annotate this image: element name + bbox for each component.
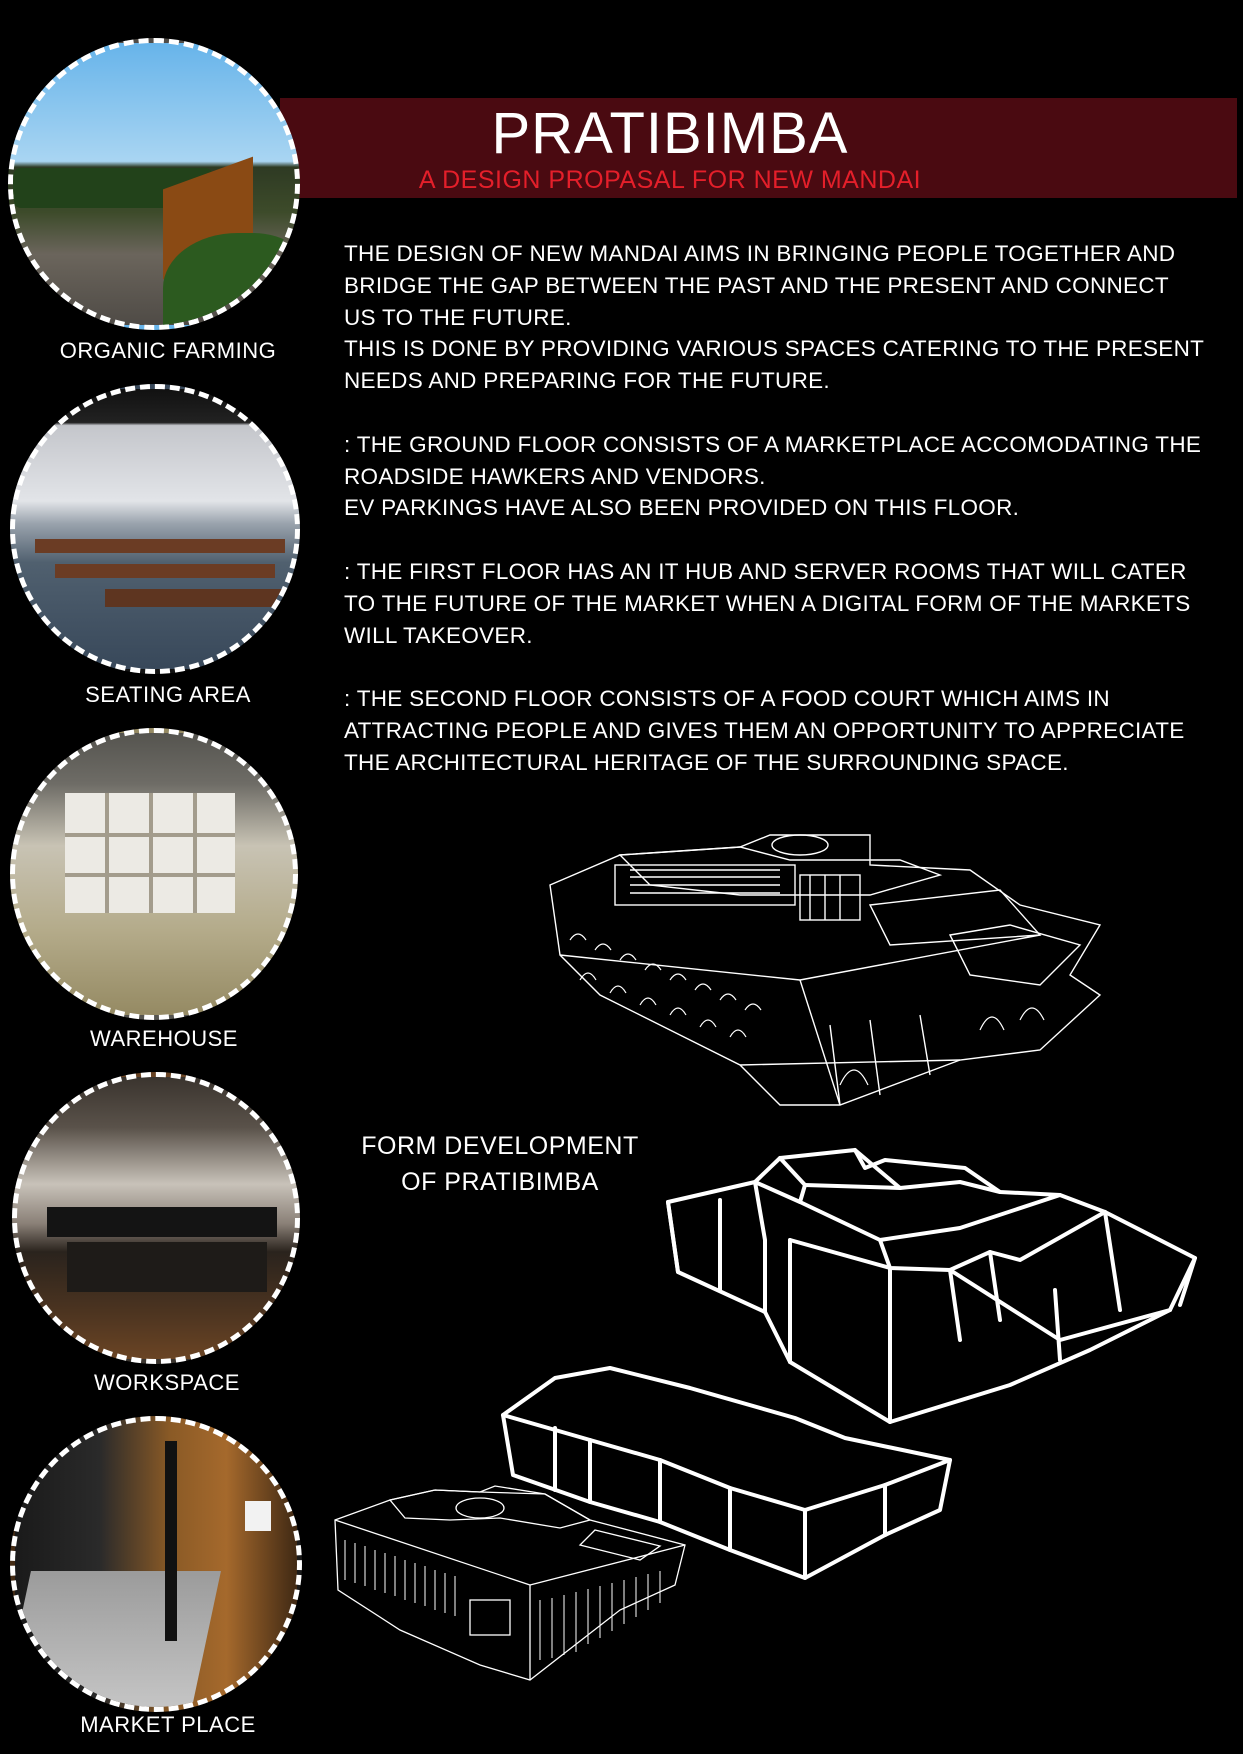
page-subtitle: A DESIGN PROPASAL FOR NEW MANDAI [418, 166, 922, 194]
market-place-image [10, 1416, 302, 1712]
warehouse-caption: WAREHOUSE [90, 1026, 238, 1051]
market-place-caption: MARKET PLACE [80, 1712, 256, 1737]
seating-area-caption: SEATING AREA [85, 682, 251, 707]
form-development-line-1: FORM DEVELOPMENT [361, 1132, 639, 1160]
intro-text-1: THE DESIGN OF NEW MANDAI AIMS IN BRINGING PEOPLE TOGETHER AND BRIDGE THE GAP BETWEEN THE PAST AND THE PRESENT AND CONNECT US TO THE FUTURE. [344, 241, 1176, 330]
page-title: PRATIBIMBA [491, 101, 849, 166]
intro-paragraph [344, 238, 1204, 397]
workspace-image [12, 1072, 300, 1364]
building-perspective-drawing [540, 815, 1120, 1120]
second-floor-paragraph: : THE SECOND FLOOR CONSISTS OF A FOOD COURT WHICH AIMS IN ATTRACTING PEOPLE AND GIVES THEM AN OPPORTUNITY TO APPRECIATE THE ARCHITECTURAL HERITAGE OF THE SURROUNDING SPACE. [344, 686, 1185, 775]
ground-floor-ev-text: EV PARKINGS HAVE ALSO BEEN PROVIDED ON THIS FLOOR. [344, 495, 1020, 521]
first-floor-paragraph: : THE FIRST FLOOR HAS AN IT HUB AND SERVER ROOMS THAT WILL CATER TO THE FUTURE OF THE MARKET WHEN A DIGITAL FORM OF THE MARKETS WILL TAKEOVER. [344, 558, 1191, 648]
workspace-caption: WORKSPACE [94, 1370, 240, 1395]
form-development-line-2: OF PRATIBIMBA [401, 1168, 599, 1196]
intro-text-2: THIS IS DONE BY PROVIDING VARIOUS SPACES CATERING TO THE PRESENT NEEDS AND PREPARING FOR THE FUTURE. [344, 336, 1204, 394]
ground-floor-text: : THE GROUND FLOOR CONSISTS OF A MARKETPLACE ACCOMODATING THE ROADSIDE HAWKERS AND VENDORS. [344, 431, 1202, 489]
warehouse-image [10, 728, 298, 1020]
design-description [344, 238, 1204, 779]
form-development-caption [330, 1128, 670, 1200]
ground-floor-paragraph [344, 429, 1204, 524]
organic-farming-caption: ORGANIC FARMING [59, 338, 277, 363]
organic-farming-image [8, 38, 300, 330]
seating-area-image [10, 384, 300, 674]
building-plan-drawing [330, 1480, 705, 1685]
